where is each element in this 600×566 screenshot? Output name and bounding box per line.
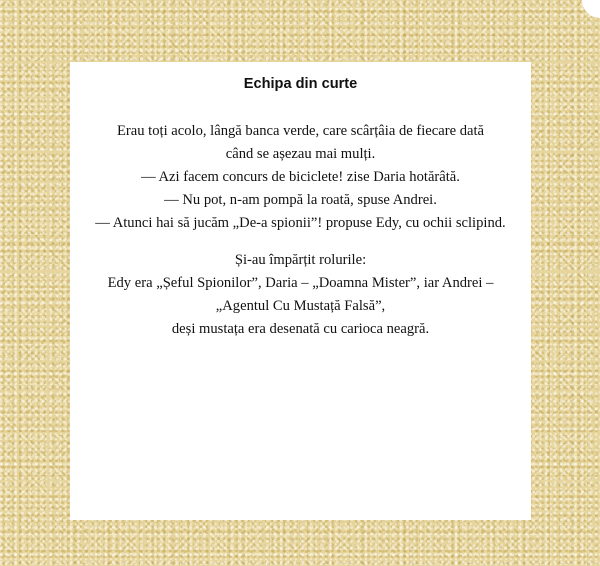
story-title: Echipa din curte [243,76,358,92]
text-line: Și-au împărțit rolurile: [234,252,367,268]
text-line: — Azi facem concurs de biciclete! zise Daria hotărâtă. [141,169,460,185]
paragraph-2 [70,249,531,341]
paragraph-1 [70,120,531,235]
story-page [70,62,531,520]
text-line: deși mustața era desenată cu carioca neagră. [171,321,430,337]
text-line: Edy era „Șeful Spionilor”, Daria – „Doamna Mister”, iar Andrei – [107,275,494,291]
text-line: „Agentul Cu Mustață Falsă”, [215,298,386,314]
text-line: Erau toți acolo, lângă banca verde, care scârțâia de fiecare dată [116,123,485,139]
text-line: — Atunci hai să jucăm „De-a spionii”! propuse Edy, cu ochii sclipind. [95,215,506,231]
text-line: când se așezau mai mulți. [225,146,376,162]
text-line: — Nu pot, n-am pompă la roată, spuse Andrei. [164,192,437,208]
